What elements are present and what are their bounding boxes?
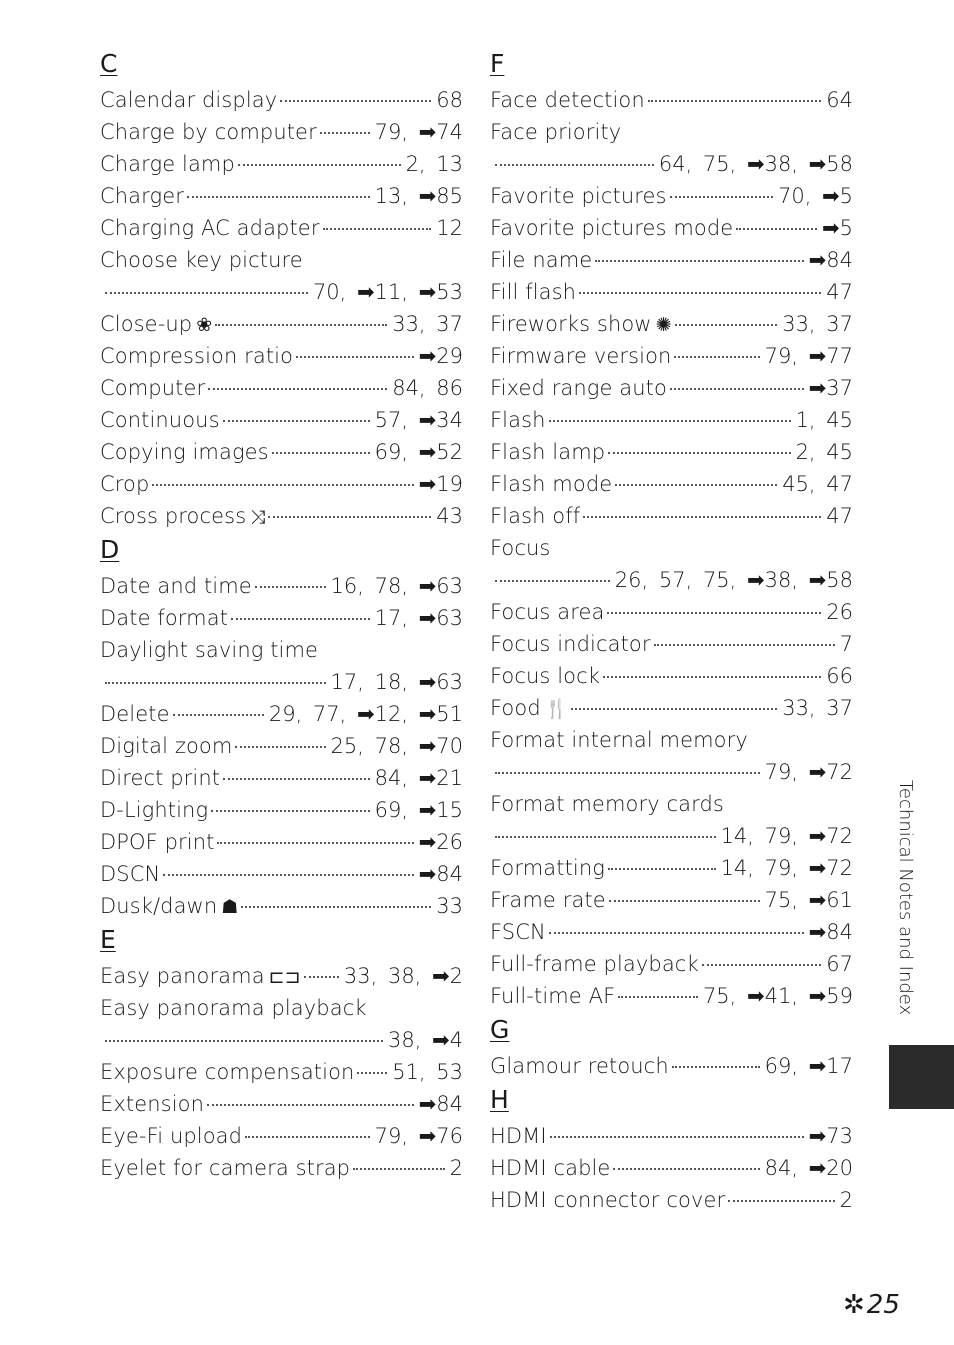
dot-leader <box>235 745 325 748</box>
page-references: 75, ➡41, ➡59 <box>702 984 853 1008</box>
dot-leader <box>320 131 370 134</box>
side-thumb-tab <box>889 1045 954 1109</box>
index-term: Continuous <box>100 408 220 432</box>
index-entry <box>490 148 853 180</box>
dot-leader <box>609 899 760 902</box>
index-entry <box>490 276 853 308</box>
page-references: ➡29 <box>418 344 463 368</box>
page-references: 2, 45 <box>795 440 853 464</box>
page-references: ➡84 <box>808 248 853 272</box>
index-term: Flash lamp <box>490 440 606 464</box>
index-entry <box>490 884 853 916</box>
index-entry <box>490 468 853 500</box>
page-number <box>843 1285 900 1325</box>
index-term: Close-up <box>100 312 193 336</box>
page-references: 70, ➡11, ➡53 <box>312 280 463 304</box>
page-references: 84, ➡21 <box>374 766 463 790</box>
dot-leader <box>105 291 308 294</box>
page-references: 64, 75, ➡38, ➡58 <box>658 152 853 176</box>
page-references: 51, 53 <box>392 1060 463 1084</box>
dot-leader <box>579 291 821 294</box>
page-references: 79, ➡76 <box>374 1124 463 1148</box>
dot-leader <box>549 931 804 934</box>
dot-leader <box>173 713 264 716</box>
dot-leader <box>208 387 387 390</box>
index-entry <box>490 692 853 724</box>
index-term: HDMI <box>490 1124 547 1148</box>
page-references: 69, ➡17 <box>764 1054 853 1078</box>
index-entry <box>100 1056 463 1088</box>
dot-leader <box>245 1135 370 1138</box>
page-references: 2 <box>449 1156 463 1180</box>
technical-notes-icon: ✲ <box>843 1290 865 1320</box>
page-references: ➡19 <box>418 472 463 496</box>
dot-leader <box>702 963 822 966</box>
page-references: 25, 78, ➡70 <box>330 734 463 758</box>
index-term: Face detection <box>490 88 645 112</box>
index-entry <box>490 628 853 660</box>
dot-leader <box>736 227 817 230</box>
dot-leader <box>495 579 610 582</box>
index-entry <box>490 500 853 532</box>
dot-leader <box>268 515 431 518</box>
dot-leader <box>670 387 804 390</box>
page-references: 79, ➡72 <box>764 760 853 784</box>
index-entry <box>100 84 463 116</box>
page-references: 7 <box>839 632 853 656</box>
index-term: Format internal memory <box>490 728 748 752</box>
index-entry <box>490 212 853 244</box>
dot-leader <box>670 195 773 198</box>
index-entry <box>100 890 463 922</box>
dot-leader <box>217 841 413 844</box>
dot-leader <box>603 675 821 678</box>
page-references: ➡84 <box>418 862 463 886</box>
page-references: 33, 37 <box>782 312 853 336</box>
dot-leader <box>163 873 413 876</box>
section-letter-f: F <box>490 49 505 78</box>
dot-leader <box>187 195 370 198</box>
index-entry <box>490 596 853 628</box>
index-term: Dusk/dawn <box>100 894 218 918</box>
page-references: 33, 37 <box>392 312 463 336</box>
dot-leader <box>223 419 370 422</box>
page-references: 26 <box>826 600 853 624</box>
page-references: 47 <box>826 504 853 528</box>
index-term: Daylight saving time <box>100 638 319 662</box>
index-entry <box>100 212 463 244</box>
index-term: Delete <box>100 702 170 726</box>
page-references: ➡73 <box>808 1124 853 1148</box>
page-references: 64 <box>826 88 853 112</box>
index-entry <box>100 308 463 340</box>
index-term: Flash off <box>490 504 581 528</box>
index-term: Eye-Fi upload <box>100 1124 243 1148</box>
index-entry <box>100 858 463 890</box>
page-references: 69, ➡15 <box>374 798 463 822</box>
index-entry <box>100 960 463 992</box>
dot-leader <box>304 975 339 978</box>
index-column-right <box>490 46 853 1216</box>
scene-mode-icon: 🍴 <box>544 698 569 720</box>
index-entry <box>100 634 463 666</box>
index-entry <box>100 1152 463 1184</box>
index-entry <box>100 436 463 468</box>
dot-leader <box>495 163 654 166</box>
index-term: Easy panorama <box>100 964 265 988</box>
page-references: 79, ➡74 <box>374 120 463 144</box>
dot-leader <box>357 1071 387 1074</box>
index-entry <box>490 980 853 1012</box>
index-entry <box>490 1050 853 1082</box>
page-references: 33, 38, ➡2 <box>343 964 463 988</box>
index-entry <box>490 532 853 564</box>
dot-leader <box>207 1103 414 1106</box>
dot-leader <box>550 1135 804 1138</box>
page-references: ➡5 <box>822 216 853 240</box>
index-term: Fill flash <box>490 280 577 304</box>
page-references: 70, ➡5 <box>777 184 853 208</box>
dot-leader <box>353 1167 445 1170</box>
index-entry <box>100 698 463 730</box>
index-entry <box>100 116 463 148</box>
index-entry <box>490 1120 853 1152</box>
page-references: 79, ➡77 <box>764 344 853 368</box>
page-references: ➡84 <box>418 1092 463 1116</box>
index-term: Charger <box>100 184 184 208</box>
page-references: 17, ➡63 <box>374 606 463 630</box>
index-entry <box>100 826 463 858</box>
index-term: Exposure compensation <box>100 1060 355 1084</box>
page-references: 69, ➡52 <box>374 440 463 464</box>
index-term: Charging AC adapter <box>100 216 320 240</box>
index-term: Format memory cards <box>490 792 724 816</box>
dot-leader <box>323 227 432 230</box>
dot-leader <box>615 483 777 486</box>
index-term: Full-frame playback <box>490 952 699 976</box>
index-entry <box>490 852 853 884</box>
page-references: 75, ➡61 <box>764 888 853 912</box>
dot-leader <box>280 99 431 102</box>
page-references: ➡37 <box>808 376 853 400</box>
index-term: Cross process <box>100 504 247 528</box>
dot-leader <box>648 99 822 102</box>
index-term: FSCN <box>490 920 546 944</box>
index-entry <box>100 1024 463 1056</box>
index-term: Face priority <box>490 120 622 144</box>
index-entry <box>100 500 463 532</box>
page-references: 38, ➡4 <box>387 1028 463 1052</box>
index-term: Easy panorama playback <box>100 996 367 1020</box>
index-entry <box>100 602 463 634</box>
index-term: DSCN <box>100 862 161 886</box>
index-entry <box>490 436 853 468</box>
index-term: Focus area <box>490 600 605 624</box>
index-term: Firmware version <box>490 344 672 368</box>
page-references: 67 <box>826 952 853 976</box>
dot-leader <box>223 777 370 780</box>
page-references: 14, 79, ➡72 <box>720 824 853 848</box>
dot-leader <box>238 163 401 166</box>
index-entry <box>490 948 853 980</box>
scene-mode-icon: ⊏⊐ <box>268 966 301 988</box>
page-references: 2 <box>839 1188 853 1212</box>
index-term: DPOF print <box>100 830 215 854</box>
index-entry <box>490 756 853 788</box>
index-entry <box>100 340 463 372</box>
dot-leader <box>595 259 803 262</box>
index-term: Favorite pictures <box>490 184 667 208</box>
index-term: Food <box>490 696 541 720</box>
index-entry <box>100 244 463 276</box>
dot-leader <box>608 451 790 454</box>
index-term: Focus <box>490 536 551 560</box>
page-references: 45, 47 <box>782 472 853 496</box>
dot-leader <box>613 1167 759 1170</box>
index-entry <box>100 468 463 500</box>
dot-leader <box>105 681 326 684</box>
index-entry <box>100 992 463 1024</box>
index-entry <box>100 794 463 826</box>
index-entry <box>490 788 853 820</box>
index-term: Eyelet for camera strap <box>100 1156 351 1180</box>
index-term: Digital zoom <box>100 734 233 758</box>
index-term: Crop <box>100 472 150 496</box>
dot-leader <box>674 355 759 358</box>
page-references: 66 <box>826 664 853 688</box>
page-references: 2, 13 <box>405 152 463 176</box>
index-term: Glamour retouch <box>490 1054 669 1078</box>
page-references: 14, 79, ➡72 <box>720 856 853 880</box>
index-entry <box>490 180 853 212</box>
page-references: 84, 86 <box>392 376 463 400</box>
page-references: 1, 45 <box>795 408 853 432</box>
scene-mode-icon: ❀ <box>196 314 213 336</box>
page-references: ➡84 <box>808 920 853 944</box>
index-entry <box>100 1088 463 1120</box>
index-entry <box>490 916 853 948</box>
index-term: Formatting <box>490 856 605 880</box>
section-letter-c: C <box>100 49 118 78</box>
dot-leader <box>583 515 821 518</box>
section-letter-d: D <box>100 535 120 564</box>
section-letter-h: H <box>490 1085 509 1114</box>
dot-leader <box>296 355 414 358</box>
index-term: Extension <box>100 1092 204 1116</box>
dot-leader <box>654 643 835 646</box>
dot-leader <box>618 995 698 998</box>
dot-leader <box>495 835 716 838</box>
index-entry <box>490 308 853 340</box>
index-term: Copying images <box>100 440 269 464</box>
index-term: Flash <box>490 408 546 432</box>
index-entry <box>490 372 853 404</box>
dot-leader <box>231 617 370 620</box>
page-number-value: 25 <box>866 1290 900 1320</box>
index-entry <box>490 660 853 692</box>
index-term: Focus indicator <box>490 632 651 656</box>
page-references: 33 <box>436 894 463 918</box>
dot-leader <box>549 419 791 422</box>
dot-leader <box>675 323 778 326</box>
page-references: 26, 57, 75, ➡38, ➡58 <box>614 568 853 592</box>
index-term: HDMI connector cover <box>490 1188 726 1212</box>
index-term: Charge by computer <box>100 120 317 144</box>
index-entry <box>490 1152 853 1184</box>
index-term: Date and time <box>100 574 252 598</box>
index-term: HDMI cable <box>490 1156 611 1180</box>
index-term: Calendar display <box>100 88 278 112</box>
index-term: Focus lock <box>490 664 601 688</box>
dot-leader <box>241 905 431 908</box>
index-term: Fireworks show <box>490 312 652 336</box>
index-entry <box>490 820 853 852</box>
index-entry <box>100 762 463 794</box>
section-letter-g: G <box>490 1015 510 1044</box>
dot-leader <box>105 1039 383 1042</box>
scene-mode-icon: ✺ <box>655 314 672 336</box>
index-term: Computer <box>100 376 206 400</box>
page-references: 47 <box>826 280 853 304</box>
side-section-label-text: Technical Notes and Index <box>895 780 916 1016</box>
page-references: 13, ➡85 <box>374 184 463 208</box>
index-entry <box>100 1120 463 1152</box>
index-entry <box>100 180 463 212</box>
dot-leader <box>215 323 387 326</box>
index-term: Direct print <box>100 766 221 790</box>
dot-leader <box>495 771 760 774</box>
index-entry <box>490 244 853 276</box>
dot-leader <box>672 1065 760 1068</box>
page-references: 33, 37 <box>782 696 853 720</box>
index-term: Charge lamp <box>100 152 235 176</box>
section-letter-e: E <box>100 925 116 954</box>
index-term: Choose key picture <box>100 248 303 272</box>
index-entry <box>490 564 853 596</box>
index-entry <box>100 148 463 180</box>
page-references: 12 <box>436 216 463 240</box>
index-entry <box>490 340 853 372</box>
index-term: Date format <box>100 606 229 630</box>
index-term: Fixed range auto <box>490 376 667 400</box>
page-references: ➡26 <box>418 830 463 854</box>
index-entry <box>490 116 853 148</box>
index-entry <box>100 372 463 404</box>
page-references: 43 <box>436 504 463 528</box>
index-entry <box>490 724 853 756</box>
dot-leader <box>211 809 369 812</box>
dot-leader <box>608 867 716 870</box>
index-term: File name <box>490 248 593 272</box>
index-entry <box>100 404 463 436</box>
index-term: Frame rate <box>490 888 606 912</box>
page-references: 16, 78, ➡63 <box>330 574 463 598</box>
index-entry <box>490 404 853 436</box>
index-entry <box>100 666 463 698</box>
page-references: 84, ➡20 <box>764 1156 853 1180</box>
index-term: Compression ratio <box>100 344 294 368</box>
index-term: D-Lighting <box>100 798 209 822</box>
dot-leader <box>607 611 821 614</box>
page-references: 57, ➡34 <box>374 408 463 432</box>
scene-mode-icon: ⤨ <box>250 506 266 528</box>
page-references: 29, 77, ➡12, ➡51 <box>268 702 463 726</box>
dot-leader <box>255 585 326 588</box>
index-entry <box>100 570 463 602</box>
index-entry <box>100 276 463 308</box>
index-column-left <box>100 46 463 1184</box>
scene-mode-icon: ☗ <box>221 896 239 918</box>
page-references: 68 <box>436 88 463 112</box>
index-term: Favorite pictures mode <box>490 216 734 240</box>
dot-leader <box>152 483 413 486</box>
dot-leader <box>571 707 777 710</box>
side-section-label <box>888 780 922 1030</box>
dot-leader <box>728 1199 834 1202</box>
index-term: Flash mode <box>490 472 613 496</box>
index-term: Full-time AF <box>490 984 616 1008</box>
dot-leader <box>272 451 370 454</box>
page-references: 17, 18, ➡63 <box>330 670 463 694</box>
index-entry <box>490 84 853 116</box>
index-entry <box>100 730 463 762</box>
index-entry <box>490 1184 853 1216</box>
